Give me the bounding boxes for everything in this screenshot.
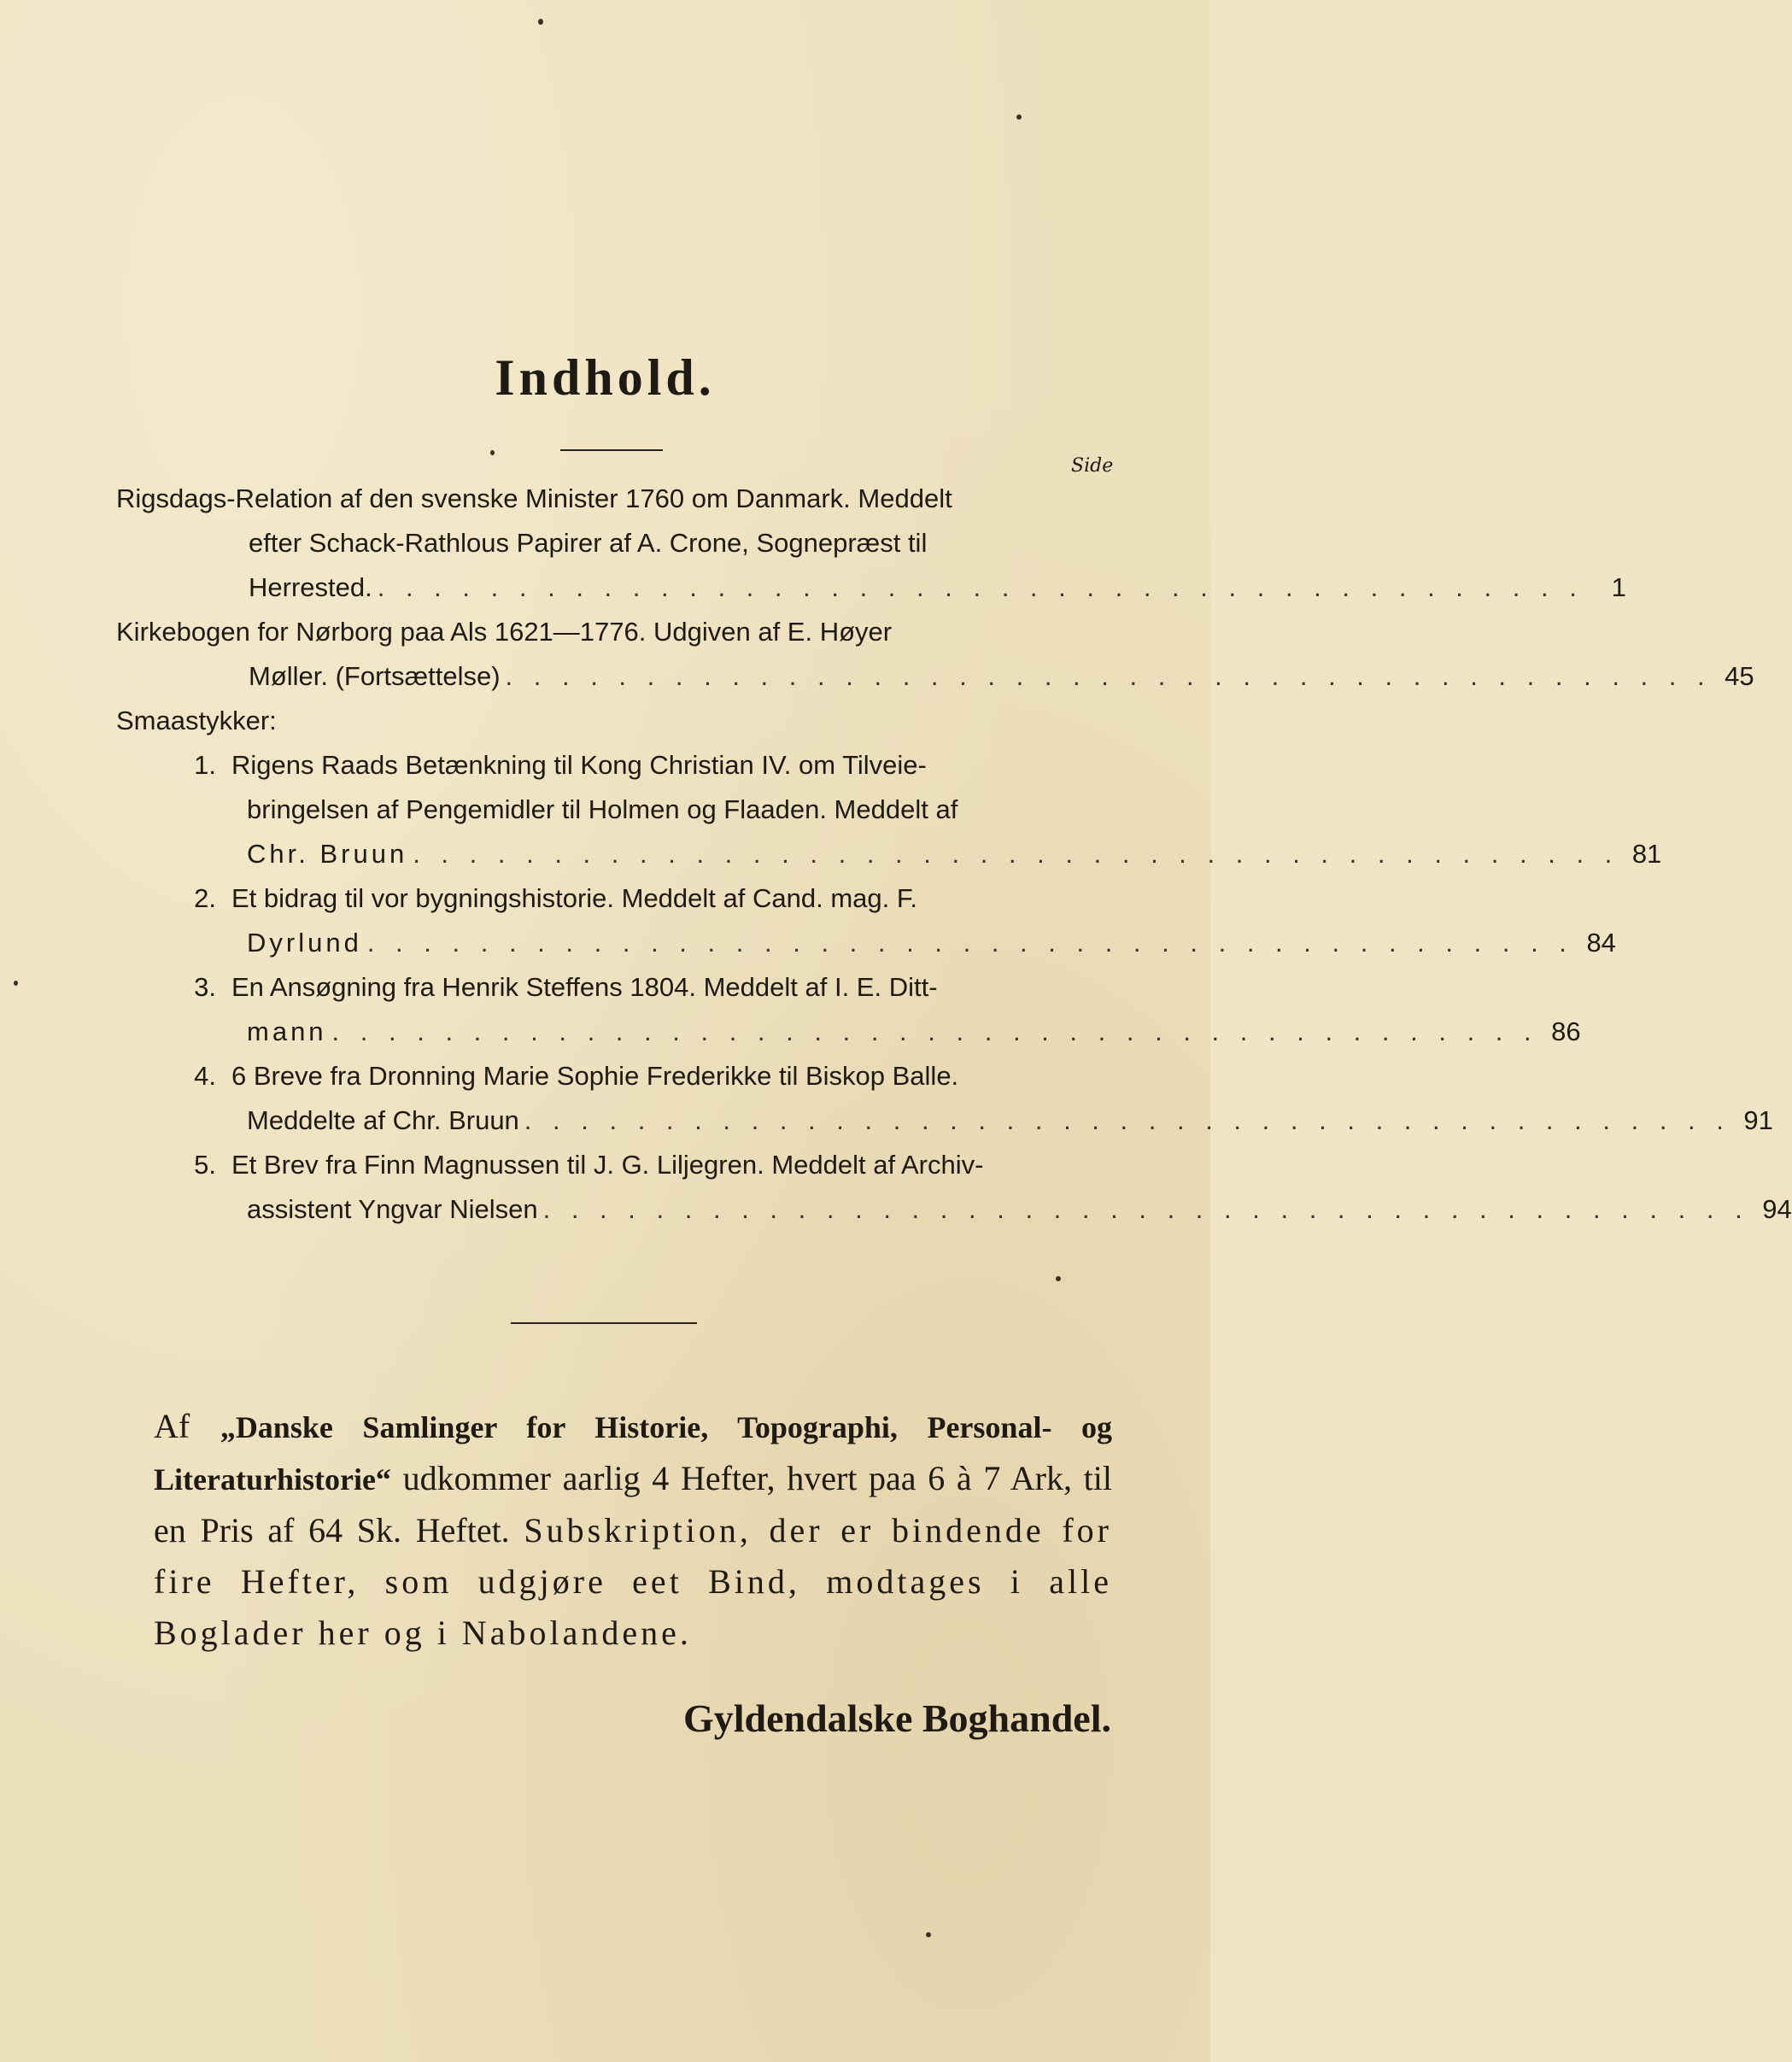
- leader-dots: . . . . . . . . . . . . . . . . . . . . . . . . . . . . . . . . . . . . . . . . . . .: [377, 572, 1584, 602]
- toc-line-text: 6 Breve fra Dronning Marie Sophie Frederikke til Biskop Balle.: [231, 1061, 959, 1091]
- toc-line-text: Dyrlund: [247, 928, 362, 958]
- toc-line-text: Rigens Raads Betænkning til Kong Christian IV. om Tilveie-: [231, 750, 927, 780]
- leader-dots: . . . . . . . . . . . . . . . . . . . . . . . . . . . . . . . . . . . . . . . . . . .: [524, 1105, 1731, 1135]
- toc-entry: [116, 477, 1626, 610]
- leader-dots: . . . . . . . . . . . . . . . . . . . . . . . . . . . . . . . . . . . . . . . . . . .: [366, 928, 1573, 958]
- entry-number: 4.: [194, 1061, 216, 1091]
- toc-last-line: [116, 1010, 1581, 1054]
- toc-line: bringelsen af Pengemidler til Holmen og Flaaden. Meddelt af: [247, 794, 958, 824]
- leader-dots: . . . . . . . . . . . . . . . . . . . . . . . . . . . . . . . . . . . . . . . . . . .: [331, 1016, 1538, 1046]
- toc-last-line: [116, 832, 1662, 876]
- leader-dots: . . . . . . . . . . . . . . . . . . . . . . . . . . . . . . . . . . . . . . . . . . .: [413, 839, 1619, 869]
- entry-number: 3.: [194, 972, 216, 1002]
- page-number: 91: [1743, 1105, 1773, 1135]
- leader-dots: . . . . . . . . . . . . . . . . . . . . . . . . . . . . . . . . . . . . . . . . . . .: [505, 661, 1712, 691]
- table-of-contents: [116, 477, 1792, 1232]
- toc-last-line: [116, 1187, 1792, 1232]
- toc-line-text: Et bidrag til vor bygningshistorie. Meddelt af Cand. mag. F.: [231, 883, 917, 913]
- paper-speck: [538, 19, 543, 25]
- notice-text: udkommer aarlig 4 Hefter, hvert paa 6 à 7 Ark, til en Pris af 64 Sk. Heftet.: [154, 1459, 1112, 1549]
- paper-speck: [1056, 1276, 1061, 1281]
- toc-line-text: En Ansøgning fra Henrik Steffens 1804. Meddelt af I. E. Ditt-: [231, 972, 938, 1002]
- leader-dots: . . . . . . . . . . . . . . . . . . . . . . . . . . . . . . . . . . . . . . . . . . .: [542, 1194, 1749, 1224]
- toc-line-text: mann: [247, 1016, 327, 1046]
- toc-sub-entry: [116, 876, 1616, 965]
- toc-sub-entry: [116, 1054, 1773, 1143]
- page-number: 86: [1551, 1016, 1581, 1046]
- entry-number: 1.: [194, 750, 216, 780]
- toc-line-text: Chr. Bruun: [247, 839, 408, 869]
- notice-intro: Af: [154, 1407, 190, 1445]
- toc-last-line: [116, 654, 1754, 699]
- toc-entry: [116, 610, 1754, 699]
- page-title: Indhold.: [495, 349, 716, 406]
- toc-last-line: [116, 921, 1616, 965]
- page-number: 81: [1631, 839, 1662, 869]
- toc-last-line: [116, 1098, 1773, 1143]
- page-number: 94: [1762, 1194, 1792, 1224]
- toc-sub-entry: [116, 965, 1581, 1054]
- subscription-notice: [114, 1401, 1112, 1659]
- section-heading: Smaastykker:: [116, 706, 277, 735]
- section-divider: [511, 1322, 697, 1324]
- page-number: 84: [1586, 928, 1616, 958]
- title-rule: [560, 449, 663, 451]
- toc-sub-entry: [116, 743, 1662, 876]
- paper-speck: [490, 450, 495, 455]
- page-number: 1: [1611, 572, 1626, 602]
- toc-line: [116, 1054, 1117, 1098]
- paper-speck: [926, 1932, 931, 1937]
- page-number: 45: [1725, 661, 1754, 691]
- toc-line-text: assistent Yngvar Nielsen: [247, 1194, 538, 1224]
- notice-bold-title: „Danske Samlinger for Historie, Topographi, Personal- og Literaturhistorie“: [154, 1410, 1113, 1497]
- toc-sub-entry: [116, 1143, 1792, 1232]
- toc-line-text: Herrested.: [249, 572, 372, 602]
- toc-line-text: Meddelte af Chr. Bruun: [247, 1105, 519, 1135]
- paper-speck: [14, 981, 18, 986]
- toc-line: [116, 876, 1117, 921]
- toc-line: Kirkebogen for Nørborg paa Als 1621—1776. Udgiven af E. Høyer: [116, 617, 893, 647]
- toc-line: [116, 1143, 1117, 1187]
- toc-line-text: Et Brev fra Finn Magnussen til J. G. Liljegren. Meddelt af Archiv-: [231, 1150, 984, 1180]
- entry-number: 2.: [194, 883, 216, 913]
- entry-number: 5.: [194, 1150, 216, 1180]
- toc-line: [116, 965, 1117, 1010]
- notice-paragraph: [114, 1401, 1112, 1659]
- toc-line-text: Møller. (Fortsættelse): [249, 661, 501, 691]
- notice-spaced-text: Subskription, der er bindende for fire Hefter, som udgjøre eet Bind, modtages i alle Boglader her og i Nabolandene.: [154, 1511, 1112, 1652]
- publisher-name: Gyldendalske Boghandel.: [682, 1696, 1111, 1740]
- paper-speck: [1016, 114, 1022, 120]
- toc-line: efter Schack-Rathlous Papirer af A. Crone, Sognepræst til: [249, 528, 928, 558]
- toc-last-line: [116, 565, 1626, 610]
- toc-line: [116, 743, 1117, 788]
- page-column-label: Side: [1071, 455, 1114, 477]
- toc-line: Rigsdags-Relation af den svenske Minister 1760 om Danmark. Meddelt: [116, 483, 952, 513]
